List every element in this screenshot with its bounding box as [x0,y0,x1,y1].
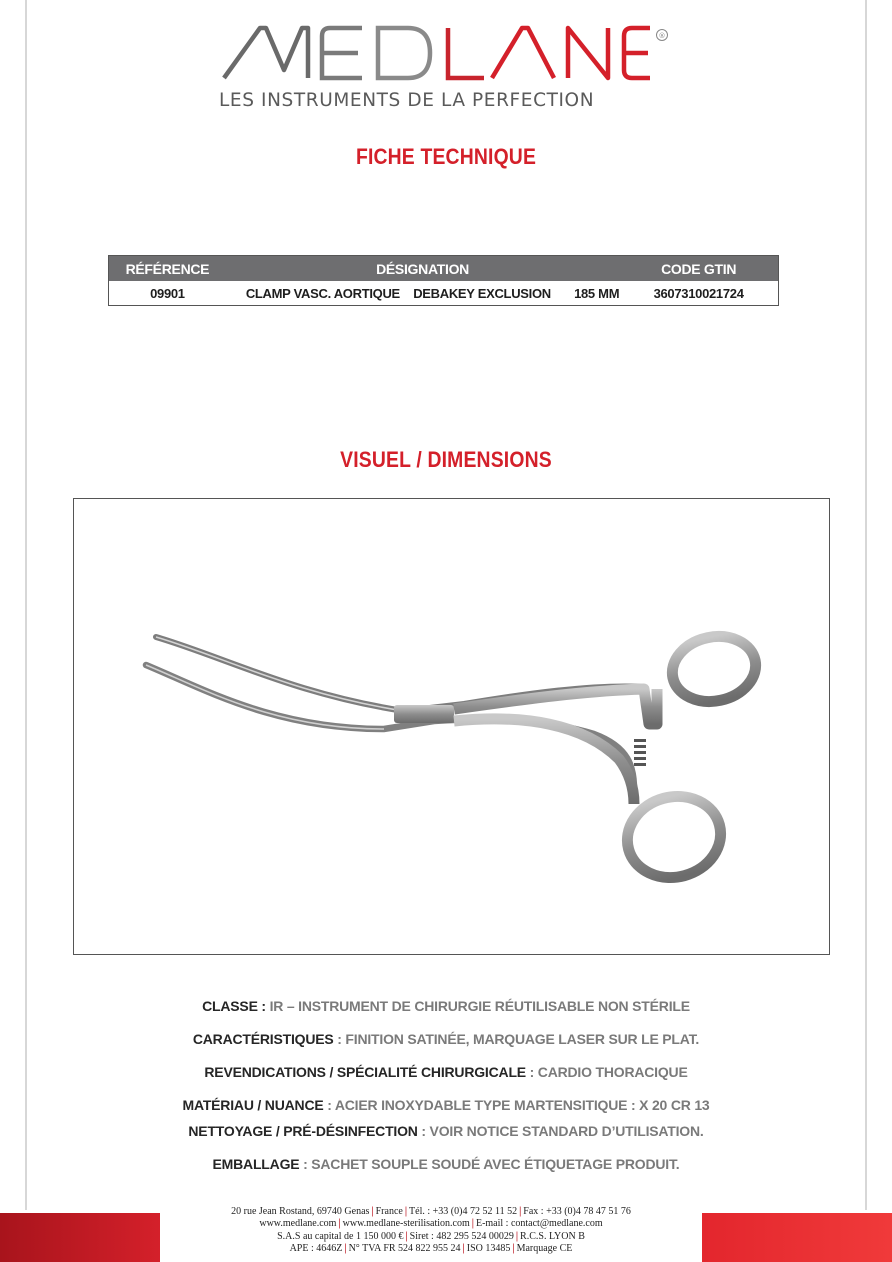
footer-website-link[interactable]: www.medlane.com [259,1218,337,1230]
spec-emballage-label: EMBALLAGE [212,1156,300,1172]
cell-reference: 09901 [150,285,185,301]
spec-classe-label: CLASSE : [202,998,266,1014]
spec-nettoyage-value: : VOIR NOTICE STANDARD D’UTILISATION. [417,1123,704,1139]
spec-emballage-value: : SACHET SOUPLE SOUDÉ AVEC ÉTIQUETAGE PRODUIT. [299,1156,680,1172]
spec-nettoyage [0,1123,892,1139]
footer-email-link[interactable]: E-mail : contact@medlane.com [475,1218,603,1230]
footer-iso: ISO 13485 [466,1242,511,1254]
footer-line-3: S.A.S au capital de 1 150 000 € | Siret : 482 295 524 00029 | R.C.S. LYON B [277,1230,585,1242]
footer-contact-block [160,1206,702,1255]
footer-phone: Tél. : +33 (0)4 72 52 11 52 [409,1206,518,1217]
header-reference: RÉFÉRENCE [109,256,226,282]
designation-part-3: 185 MM [574,285,620,301]
footer-fax: Fax : +33 (0)4 78 47 51 76 [523,1206,631,1217]
footer-country: France [375,1206,403,1217]
footer-sterilisation-link[interactable]: www.medlane-sterilisation.com [342,1218,470,1230]
footer-address: 20 rue Jean Rostand, 69740 Genas [231,1206,370,1217]
spec-nettoyage-label: NETTOYAGE / PRÉ-DÉSINFECTION [188,1123,418,1139]
footer-ape: APE : 4646Z [289,1242,343,1254]
footer-line-4: APE : 4646Z | N° TVA FR 524 822 955 24 | ISO 13485 | Marquage CE [289,1242,573,1254]
spec-classe [0,998,892,1014]
cell-gtin: 3607310021724 [653,285,744,301]
spec-caracteristiques-value: : FINITION SATINÉE, MARQUAGE LASER SUR LE PLAT. [333,1031,700,1047]
footer-line-1: 20 rue Jean Rostand, 69740 Genas | France | Tél. : +33 (0)4 72 52 11 52 | Fax : +33 (0)4 78 47 51 76 [231,1206,631,1217]
footer-red-bar-right [702,1213,892,1262]
visuel-dimensions-heading: VISUEL / DIMENSIONS [340,447,552,472]
fiche-technique-heading: FICHE TECHNIQUE [355,144,537,169]
table-header-row [109,256,779,282]
instrument-visual-frame [73,498,830,955]
spec-revendications-value: : CARDIO THORACIQUE [525,1064,688,1080]
medlane-logo [222,24,672,84]
spec-revendications [0,1064,892,1080]
footer-capital: S.A.S au capital de 1 150 000 € [277,1230,404,1242]
brand-tagline: LES INSTRUMENTS DE LA PERFECTION [219,90,595,111]
left-border-line [25,0,27,1210]
header-designation: DÉSIGNATION [226,256,619,282]
footer-tva: N° TVA FR 524 822 955 24 [348,1242,461,1254]
designation-part-2: DEBAKEY EXCLUSION [413,285,551,301]
spec-caracteristiques [0,1031,892,1047]
footer-siret: Siret : 482 295 524 00029 [409,1230,514,1242]
reference-table [108,255,779,306]
footer-line-2: www.medlane.com | www.medlane-sterilisation.com | E-mail : contact@medlane.com [259,1218,603,1230]
spec-emballage [0,1156,892,1172]
spec-materiau-value: : ACIER INOXYDABLE TYPE MARTENSITIQUE : X 20 CR 13 [323,1097,710,1113]
spec-materiau [0,1097,892,1113]
spec-classe-value: IR – INSTRUMENT DE CHIRURGIE RÉUTILISABLE NON STÉRILE [265,998,690,1014]
cell-designation [226,281,619,306]
footer-ce-marking: Marquage CE [516,1242,573,1254]
spec-revendications-label: REVENDICATIONS / SPÉCIALITÉ CHIRURGICALE [204,1064,526,1080]
spec-caracteristiques-label: CARACTÉRISTIQUES [192,1031,334,1047]
spec-materiau-label: MATÉRIAU / NUANCE [182,1097,324,1113]
table-row [109,281,779,306]
designation-part-1: CLAMP VASC. AORTIQUE [245,285,400,301]
registered-mark: ® [658,32,666,40]
right-border-line [865,0,867,1210]
footer-red-bar-left [0,1213,160,1262]
footer-rcs: R.C.S. LYON B [520,1230,585,1242]
header-gtin: CODE GTIN [619,256,778,282]
clamp-instrument-image [74,499,831,956]
